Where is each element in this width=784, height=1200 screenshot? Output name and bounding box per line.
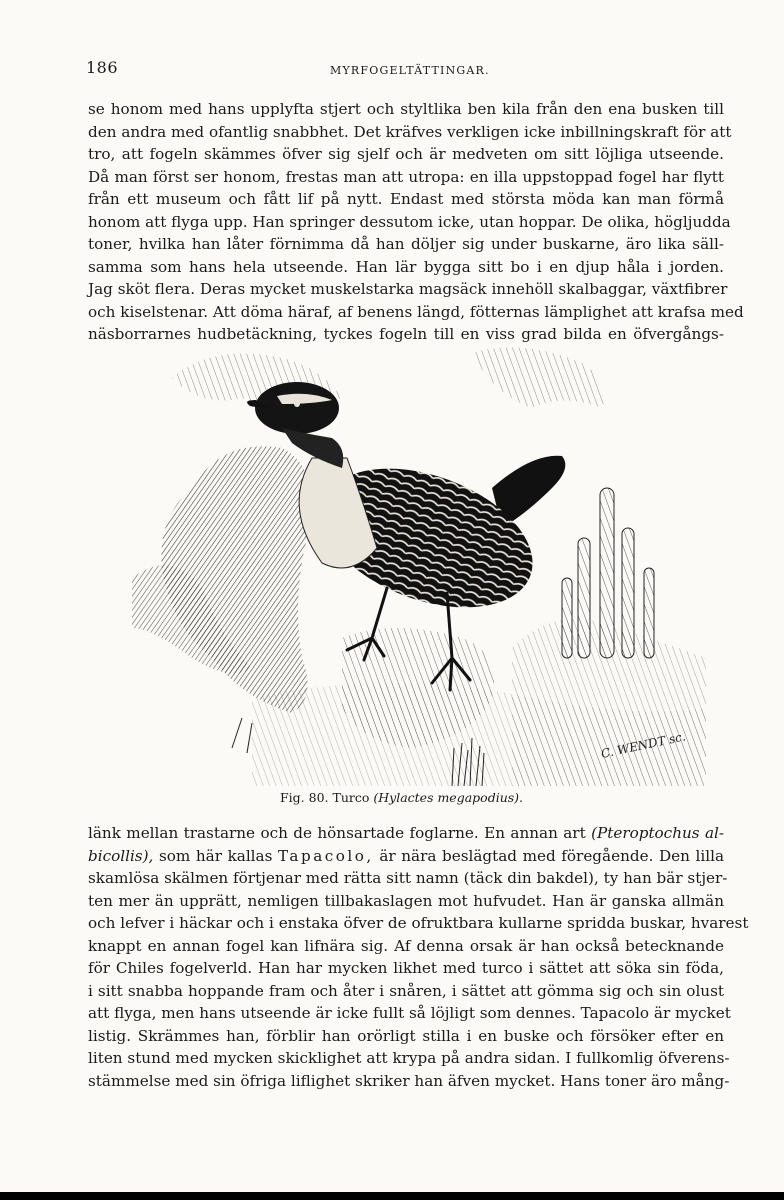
text-line: och lefver i häckar och i enstaka öfver de ofruktbara kullarne spridda buskar, hvarest	[88, 914, 749, 932]
text-line: att flyga, men hans utseende är icke fullt så löjligt som dennes. Tapacolo är mycket	[88, 1004, 731, 1022]
bird-head	[255, 382, 339, 434]
text-line: näsborrarnes hudbetäckning, tyckes fogeln till en viss grad bilda en öfvergångs-	[88, 325, 724, 343]
figure-name: Turco	[332, 790, 370, 805]
text-line: honom att flyga upp. Han springer dessutom icke, utan hoppar. De olika, högljudda	[88, 212, 731, 231]
text-line: i sitt snabba hoppande fram och åter i snåren, i sättet att gömma sig och sin olust	[88, 981, 724, 1000]
foliage-right	[472, 347, 605, 408]
figure-caption	[280, 790, 523, 805]
text-line: från ett museum och fått lif på nytt. Endast med största möda kan man förmå	[88, 190, 724, 208]
text-line: den andra med ofantlig snabbhet. Det kräfves verkligen icke inbillningskraft för att	[88, 122, 732, 141]
figure-number: Fig. 80.	[280, 790, 329, 805]
text-line: knappt en annan fogel kan lifnära sig. Af denna orsak är han också betecknande	[88, 936, 724, 955]
page-edge	[0, 1192, 784, 1200]
text-span: som här kallas	[158, 846, 273, 865]
text-line: se honom med hans upplyfta stjert och styltlika ben kila från den ena busken till	[88, 100, 724, 118]
text-line: Då man först ser honom, frestas man att utropa: en illa uppstoppad fogel har flytt	[88, 167, 724, 186]
latin-name: (Pteroptochus al-	[591, 824, 724, 842]
text-line: ten mer än upprätt, nemligen tillbakaslagen mot hufvudet. Han är ganska allmän	[88, 891, 724, 910]
figure-latin-name: (Hylactes megapodius).	[373, 790, 524, 805]
text-span: länk mellan trastarne och de hönsartade foglarne. En annan art	[88, 824, 586, 842]
text-line: skamlösa skälmen förtjenar med rätta sitt namn (täck din bakdel), ty han bär stjer-	[88, 869, 728, 887]
text-line: liten stund med mycken skicklighet att krypa på andra sidan. I fullkomlig öfverens-	[88, 1049, 730, 1067]
text-span: är nära beslägtad med föregående. Den lilla	[379, 846, 724, 865]
text-line: listig. Skrämmes han, förblir han orörligt stilla i en buske och försöker efter en	[88, 1026, 724, 1045]
text-line: tro, att fogeln skämmes öfver sig sjelf och är medveten om sitt löjliga utseende.	[88, 145, 724, 163]
spaced-name: Tapacolo,	[277, 846, 374, 865]
text-line	[88, 822, 724, 845]
bird-eye	[294, 401, 300, 407]
page-number: 186	[86, 58, 119, 77]
text-line: Jag sköt flera. Deras mycket muskelstarka magsäck innehöll skalbaggar, växtfibrer	[88, 280, 728, 298]
bottom-paragraph	[88, 822, 749, 1092]
running-title: MYRFOGELTÄTTINGAR.	[330, 64, 490, 77]
text-line: toner, hvilka han låter förnimma då han döljer sig under buskarne, äro lika säll-	[88, 235, 724, 253]
text-line: stämmelse med sin öfriga liflighet skriker han äfven mycket. Hans toner äro mång-	[88, 1071, 730, 1090]
turco-bird-engraving	[132, 338, 706, 786]
text-line: för Chiles fogelverld. Han har mycken likhet med turco i sättet att söka sin föda,	[88, 959, 724, 977]
engraver-signature: C. WENDT sc.	[599, 729, 687, 761]
top-paragraph	[88, 98, 744, 346]
text-line: och kiselstenar. Att döma häraf, af benens längd, fötternas lämplighet att krafsa med	[88, 302, 744, 321]
text-line: samma som hans hela utseende. Han lär bygga sitt bo i en djup håla i jorden.	[88, 257, 724, 276]
text-line	[88, 845, 724, 868]
latin-name: bicollis),	[88, 846, 154, 865]
